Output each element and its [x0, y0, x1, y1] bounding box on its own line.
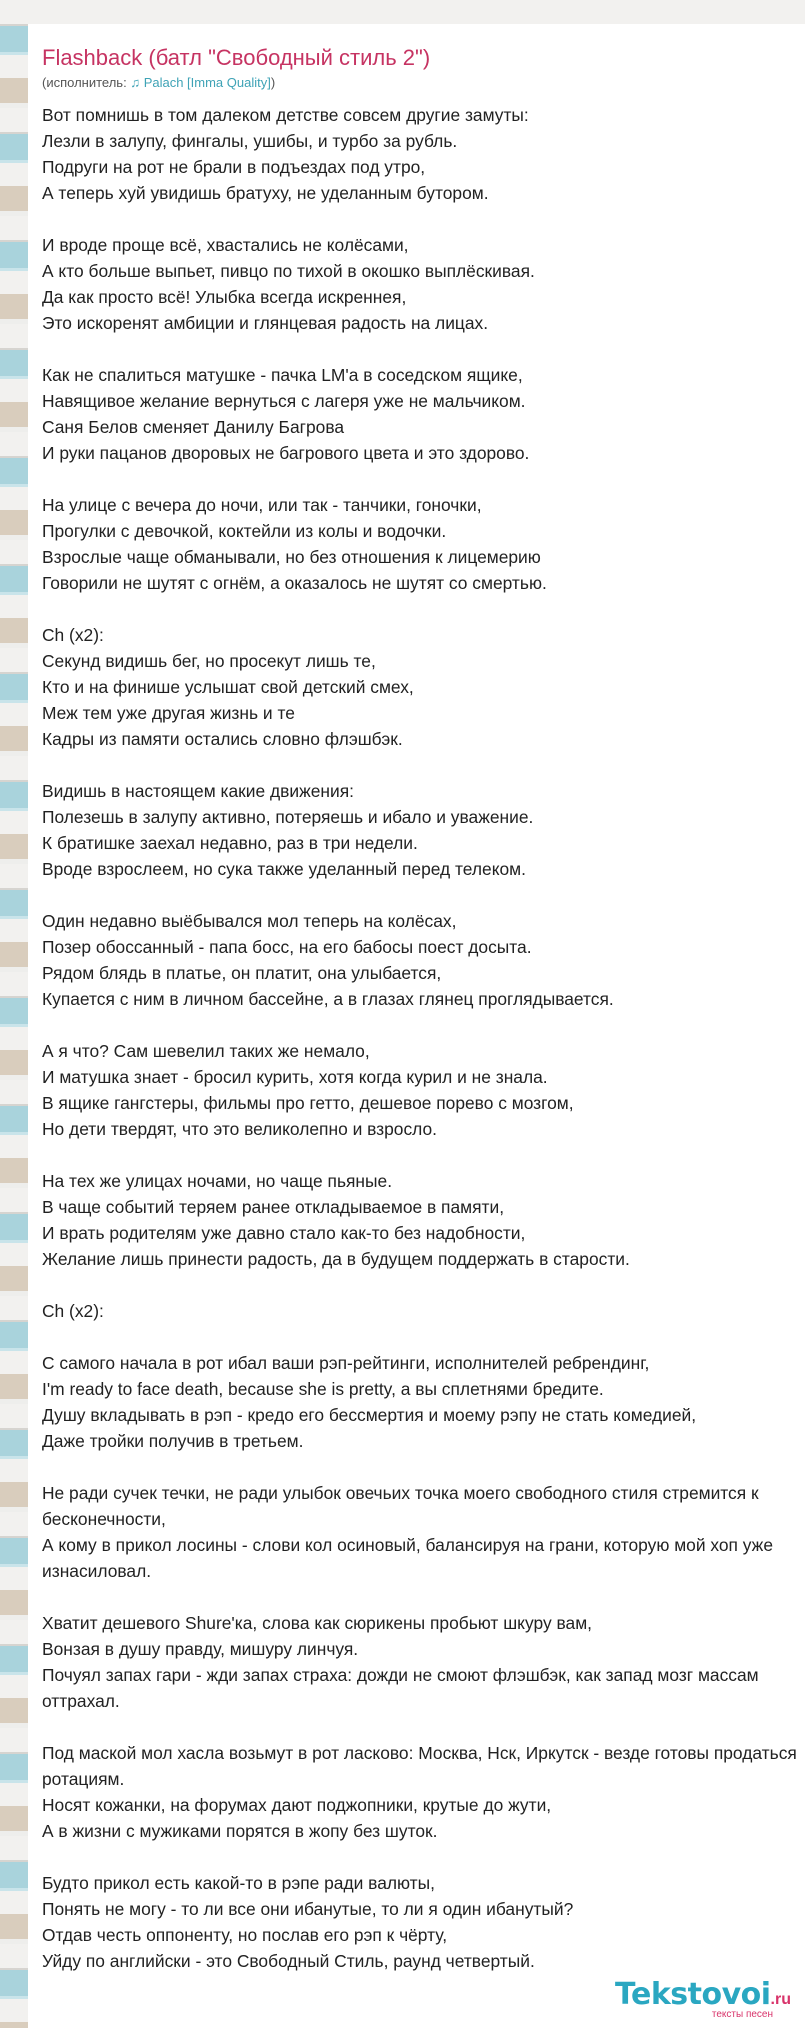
lyrics-stanza — [42, 1038, 805, 1142]
lyrics-stanza — [42, 232, 805, 336]
lyrics-line: Меж тем уже другая жизнь и те — [42, 703, 295, 723]
lyrics-stanza — [42, 1870, 805, 1974]
lyrics-line: Один недавно выёбывался мол теперь на колёсах, — [42, 911, 457, 931]
artist-line — [42, 74, 805, 92]
lyrics-line: Вроде взрослеем, но сука также уделанный перед телеком. — [42, 859, 526, 879]
lyrics-line: Секунд видишь бег, но просекут лишь те, — [42, 651, 376, 671]
lyrics-line: Полезешь в залупу активно, потеряешь и ибало и уважение. — [42, 807, 534, 827]
lyrics-line: В чаще событий теряем ранее откладываемое в памяти, — [42, 1197, 505, 1217]
lyrics-line: И врать родителям уже давно стало как-то без надобности, — [42, 1223, 526, 1243]
lyrics-line: Ch (x2): — [42, 1301, 104, 1321]
lyrics-stanza — [42, 1168, 805, 1272]
lyrics-line: Вонзая в душу правду, мишуру линчуя. — [42, 1639, 359, 1659]
lyrics-line: Даже тройки получив в третьем. — [42, 1431, 304, 1451]
lyrics-line: В ящике гангстеры, фильмы про гетто, дешевое порево с мозгом, — [42, 1093, 574, 1113]
lyrics-line: Носят кожанки, на форумах дают поджопники, крутые до жути, — [42, 1795, 552, 1815]
lyrics-stanza — [42, 1298, 805, 1324]
lyrics-line: Подруги на рот не брали в подъездах под утро, — [42, 157, 426, 177]
lyrics-line: Вот помнишь в том далеком детстве совсем другие замуты: — [42, 105, 529, 125]
lyrics-line: Лезли в залупу, фингалы, ушибы, и турбо за рубль. — [42, 131, 458, 151]
lyrics-line: На тех же улицах ночами, но чаще пьяные. — [42, 1171, 393, 1191]
lyrics-line: I'm ready to face death, because she is pretty, а вы сплетнями бредите. — [42, 1379, 604, 1399]
lyrics-line: Уйду по английски - это Свободный Стиль, раунд четвертый. — [42, 1951, 535, 1971]
lyrics-line: К братишке заехал недавно, раз в три недели. — [42, 833, 418, 853]
lyrics-stanza — [42, 1610, 805, 1714]
music-note-icon: ♫ — [130, 75, 141, 90]
lyrics-line: Это искоренят амбиции и глянцевая радость на лицах. — [42, 313, 489, 333]
lyrics-line: Взрослые чаще обманывали, но без отношения к лицемерию — [42, 547, 541, 567]
lyrics-stanza — [42, 102, 805, 206]
lyrics-line: Почуял запах гари - жди запах страха: дожди не смоют флэшбэк, как запад мозг массам оттрахал. — [42, 1665, 759, 1711]
lyrics-line: А кому в прикол лосины - слови кол осиновый, балансируя на грани, которую мой хоп уже изнасиловал. — [42, 1535, 773, 1581]
lyrics-line: Ch (x2): — [42, 625, 104, 645]
lyrics-stanza — [42, 778, 805, 882]
lyrics-line: Рядом блядь в платье, он платит, она улыбается, — [42, 963, 442, 983]
logo-tld: .ru — [770, 1991, 791, 2008]
lyrics-stanza — [42, 1740, 805, 1844]
lyrics-line: Не ради сучек течки, не ради улыбок овечьих точка моего свободного стиля стремится к бесконечности, — [42, 1483, 759, 1529]
content-card — [28, 24, 805, 2028]
lyrics-line: А теперь хуй увидишь братуху, не уделанным бутором. — [42, 183, 489, 203]
logo-brand: Tekstovoi — [615, 1977, 771, 2012]
lyrics-line: Отдав честь оппоненту, но послав его рэп к чёрту, — [42, 1925, 448, 1945]
lyrics-line: И руки пацанов дворовых не багрового цвета и это здорово. — [42, 443, 530, 463]
lyrics-stanza — [42, 1350, 805, 1454]
lyrics-line: Навящивое желание вернуться с лагеря уже не мальчиком. — [42, 391, 526, 411]
lyrics-line: Видишь в настоящем какие движения: — [42, 781, 354, 801]
lyrics-line: Прогулки с девочкой, коктейли из колы и водочки. — [42, 521, 447, 541]
song-title: Flashback (батл "Свободный стиль 2") — [42, 45, 431, 70]
lyrics-stanza — [42, 1480, 805, 1584]
lyrics-line: Да как просто всё! Улыбка всегда искреннея, — [42, 287, 407, 307]
lyrics-line: Будто прикол есть какой-то в рэпе ради валюты, — [42, 1873, 435, 1893]
lyrics-body — [42, 102, 805, 2000]
lyrics-line: Но дети твердят, что это великолепно и взросло. — [42, 1119, 438, 1139]
lyrics-line: Хватит дешевого Shure'ка, слова как сюрикены пробьют шкуру вам, — [42, 1613, 592, 1633]
lyrics-line: И вроде проще всё, хвастались не колёсами, — [42, 235, 409, 255]
lyrics-line: На улице с вечера до ночи, или так - танчики, гоночки, — [42, 495, 482, 515]
lyrics-line: Под маской мол хасла возьмут в рот ласково: Москва, Нск, Иркутск - везде готовы продаться ротациям. — [42, 1743, 797, 1789]
lyrics-line: Как не спалиться матушке - пачка LM'a в соседском ящике, — [42, 365, 523, 385]
artist-prefix: (исполнитель: — [42, 75, 127, 90]
song-header — [28, 24, 805, 92]
lyrics-stanza — [42, 908, 805, 1012]
lyrics-line: Позер обоссанный - папа босс, на его бабосы поест досыта. — [42, 937, 532, 957]
lyrics-line: Говорили не шутят с огнём, а оказалось не шутят со смертью. — [42, 573, 547, 593]
lyrics-line: А в жизни с мужиками порятся в жопу без шуток. — [42, 1821, 438, 1841]
lyrics-line: А кто больше выпьет, пивцо по тихой в окошко выплёскивая. — [42, 261, 535, 281]
artist-suffix: ) — [270, 75, 276, 90]
lyrics-line: Кто и на финише услышат свой детский смех, — [42, 677, 414, 697]
lyrics-line: А я что? Сам шевелил таких же немало, — [42, 1041, 370, 1061]
lyrics-stanza — [42, 492, 805, 596]
lyrics-line: Саня Белов сменяет Данилу Багрова — [42, 417, 345, 437]
lyrics-line: Кадры из памяти остались словно флэшбэк. — [42, 729, 403, 749]
artist-link[interactable]: Palach [Imma Quality] — [143, 75, 271, 90]
lyrics-line: Понять не могу - то ли все они ибанутые, то ли я один ибанутый? — [42, 1899, 574, 1919]
site-logo[interactable] — [611, 1977, 795, 2022]
lyrics-line: Купается с ним в личном бассейне, а в глазах глянец проглядывается. — [42, 989, 614, 1009]
logo-tagline: тексты песен — [711, 2009, 773, 2020]
lyrics-line: Желание лишь принести радость, да в будущем поддержать в старости. — [42, 1249, 630, 1269]
lyrics-line: С самого начала в рот ибал ваши рэп-рейтинги, исполнителей ребрендинг, — [42, 1353, 650, 1373]
lyrics-line: Душу вкладывать в рэп - кредо его бессмертия и моему рэпу не стать комедией, — [42, 1405, 697, 1425]
lyrics-stanza — [42, 622, 805, 752]
lyrics-stanza — [42, 362, 805, 466]
lyrics-line: И матушка знает - бросил курить, хотя когда курил и не знала. — [42, 1067, 548, 1087]
